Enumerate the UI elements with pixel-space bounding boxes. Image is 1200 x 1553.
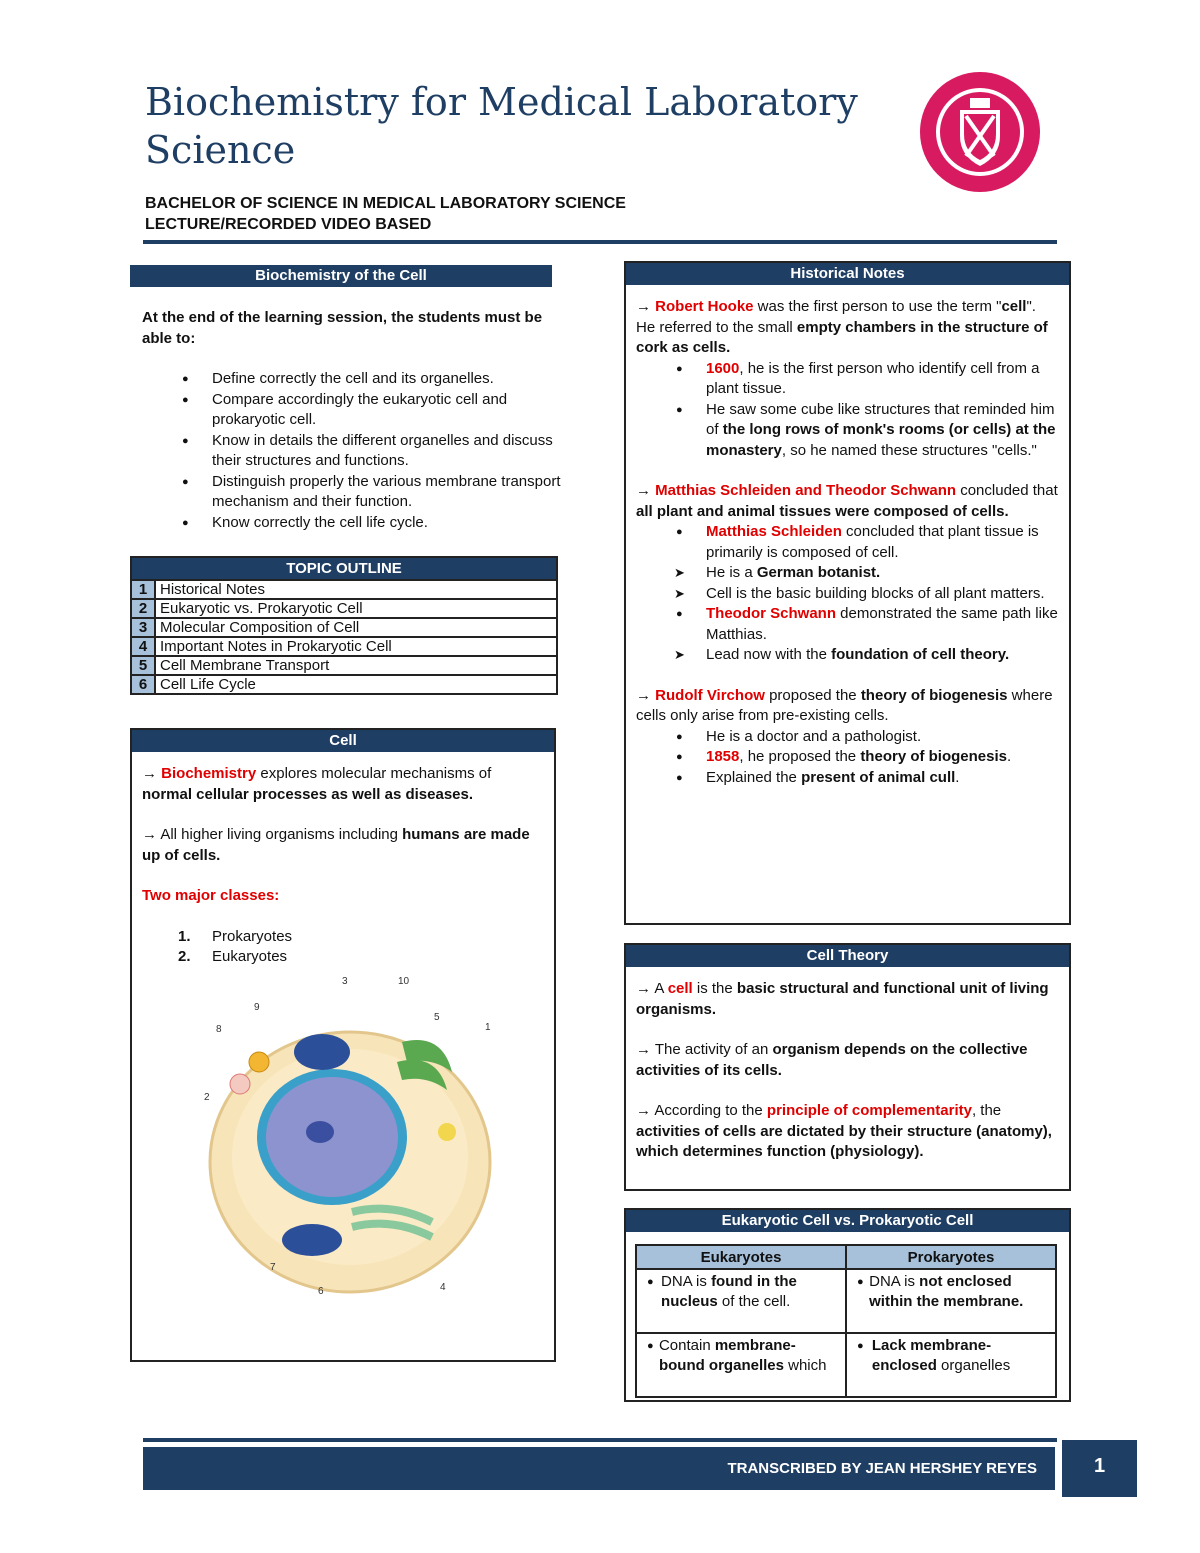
university-seal-logo xyxy=(918,70,1043,195)
topic-number: 3 xyxy=(131,618,155,637)
theory-paragraph-2 xyxy=(636,1040,1059,1081)
hooke-bullets xyxy=(636,359,1059,462)
emphasis: organism depends on the collective activities of its cells. xyxy=(636,1041,1028,1079)
text: Cell is the basic building blocks of all plant matters. xyxy=(706,584,1045,602)
historical-notes-box xyxy=(624,261,1071,925)
text: is the xyxy=(692,980,737,997)
figure-callout-label: 1 xyxy=(485,1021,491,1033)
name: Matthias Schleiden xyxy=(706,523,842,540)
text: ". He referred to the small xyxy=(636,298,1036,336)
figure-callout-label: 3 xyxy=(342,975,348,987)
topic-outline-table xyxy=(130,556,558,695)
arrow-glyph: → xyxy=(142,765,157,782)
list-item xyxy=(636,359,1059,400)
emphasis: activities of cells are dictated by their structure (anatomy), which determines function (physiology). xyxy=(636,1122,1052,1160)
objective-item: ● Distinguish properly the various membrane transport mechanism and their function. xyxy=(142,472,562,513)
text: DNA is xyxy=(661,1273,712,1290)
list-item xyxy=(636,563,1059,584)
schleiden-bullets xyxy=(636,522,1059,563)
topic-label: Molecular Composition of Cell xyxy=(155,618,557,637)
animal-cell-diagram xyxy=(202,972,502,1302)
emphasis: cell xyxy=(1001,298,1027,315)
list-item: ● He is a doctor and a pathologist. xyxy=(636,727,1059,748)
schwann-sub-bullets xyxy=(636,645,1059,666)
virchow-bullets xyxy=(636,727,1059,789)
mode-line: LECTURE/RECORDED VIDEO BASED xyxy=(145,216,432,233)
table-row xyxy=(131,580,557,599)
page-number: 1 xyxy=(1062,1440,1137,1497)
name-rudolf-virchow: Rudolf Virchow xyxy=(655,686,765,704)
table-row xyxy=(636,1269,1056,1333)
text: DNA is xyxy=(869,1273,920,1290)
objectives-heading: Biochemistry of the Cell xyxy=(130,265,552,287)
text: He saw some cube like structures that reminded him of xyxy=(706,400,1055,438)
emphasis: theory of biogenesis xyxy=(860,686,1008,704)
cell-box xyxy=(130,728,556,1362)
emphasis: German botanist. xyxy=(756,564,881,581)
bullet-icon: ● xyxy=(647,1276,654,1288)
term-complementarity: principle of complementarity xyxy=(766,1102,972,1119)
figure-callout-label: 8 xyxy=(216,1023,222,1035)
topic-number: 2 xyxy=(131,599,155,618)
program-line: BACHELOR OF SCIENCE IN MEDICAL LABORATORY SCIENCE xyxy=(145,195,626,212)
schwann-bullets xyxy=(636,604,1059,645)
column-header-prokaryotes: Prokaryotes xyxy=(846,1245,1056,1269)
text: → A xyxy=(636,980,668,997)
text: where cells only arise from pre-existing cells. xyxy=(636,686,1053,724)
cell-theory-box xyxy=(624,943,1071,1191)
text: of the cell. xyxy=(717,1293,791,1310)
text: . xyxy=(955,768,960,786)
document-subtitle xyxy=(145,193,626,235)
cell-theory-heading: Cell Theory xyxy=(626,945,1069,967)
figure-callout-label: 5 xyxy=(434,1011,440,1023)
classes-list xyxy=(142,927,544,968)
text: → The activity of an xyxy=(636,1041,773,1058)
objectives-intro: At the end of the learning session, the students must be able to: xyxy=(142,309,543,347)
class-item xyxy=(142,947,544,968)
bullet-icon: ● xyxy=(857,1340,864,1352)
figure-callout-label: 7 xyxy=(270,1261,276,1273)
topic-label: Eukaryotic vs. Prokaryotic Cell xyxy=(155,599,557,618)
list-item xyxy=(636,645,1059,666)
emphasis: not enclosed within the membrane. xyxy=(869,1273,1024,1310)
table-cell xyxy=(846,1269,1056,1333)
text: He is a xyxy=(706,564,757,581)
topic-number: 1 xyxy=(131,580,155,599)
term-biochemistry: Biochemistry xyxy=(161,765,257,782)
objective-item: ● Define correctly the cell and its organelles. xyxy=(142,369,562,390)
footer-rule xyxy=(143,1438,1057,1442)
column-header-eukaryotes: Eukaryotes xyxy=(636,1245,846,1269)
virchow-paragraph: → Rudolf Virchow proposed the theory of biogenesis where cells only arise from pre-existing cells. xyxy=(636,686,1053,724)
text: , he is the first person who identify cell from a plant tissue. xyxy=(706,359,1040,397)
cell-paragraph-2 xyxy=(142,825,544,866)
class-label: Prokaryotes xyxy=(212,927,293,945)
text: organelles xyxy=(936,1357,1011,1374)
table-row xyxy=(131,675,557,694)
topic-number: 4 xyxy=(131,637,155,656)
year: 1600 xyxy=(706,359,740,377)
emphasis: normal cellular processes as well as diseases. xyxy=(142,785,474,803)
objective-item: ● Know correctly the cell life cycle. xyxy=(142,513,562,534)
emphasis: basic structural and functional unit of living organisms. xyxy=(636,980,1049,1018)
comparison-table xyxy=(635,1244,1057,1398)
bullet-icon: ● xyxy=(857,1276,864,1288)
table-row xyxy=(131,656,557,675)
class-number: 2. xyxy=(178,948,191,965)
historical-notes-heading: Historical Notes xyxy=(626,263,1069,285)
objectives-section xyxy=(142,308,562,533)
objective-item: ● Compare accordingly the eukaryotic cell and prokaryotic cell. xyxy=(142,390,562,431)
bullet-icon: ● xyxy=(647,1340,654,1352)
comparison-box xyxy=(624,1208,1071,1402)
hooke-paragraph: → Robert Hooke was the first person to use the term "cell". He referred to the small empty chambers in the structure of cork as cells. xyxy=(636,298,1048,356)
cell-body xyxy=(132,752,554,1310)
topic-number: 6 xyxy=(131,675,155,694)
class-label: Eukaryotes xyxy=(212,948,288,965)
emphasis: Lack membrane-enclosed xyxy=(871,1337,992,1374)
table-row xyxy=(131,618,557,637)
schleiden-sub-bullets xyxy=(636,563,1059,604)
class-number: 1. xyxy=(178,927,191,945)
text: concluded that plant tissue is primarily is composed of cell. xyxy=(706,523,1039,561)
table-cell xyxy=(846,1333,1056,1397)
class-item xyxy=(142,927,544,948)
table-cell xyxy=(636,1333,846,1397)
emphasis: all plant and animal tissues were composed of cells. xyxy=(636,502,1009,520)
topic-label: Cell Membrane Transport xyxy=(155,656,557,675)
figure-callout-label: 6 xyxy=(318,1285,324,1297)
topic-outline-heading: TOPIC OUTLINE xyxy=(131,557,557,580)
table-row xyxy=(131,637,557,656)
comparison-heading: Eukaryotic Cell vs. Prokaryotic Cell xyxy=(626,1210,1069,1232)
names: Matthias Schleiden and Theodor Schwann xyxy=(655,482,957,499)
theory-paragraph-3 xyxy=(636,1101,1059,1163)
emphasis: found in the nucleus xyxy=(661,1273,797,1310)
footer-credit: TRANSCRIBED BY JEAN HERSHEY REYES xyxy=(143,1447,1055,1490)
text: → According to the xyxy=(636,1102,767,1119)
text: Lead now with the xyxy=(706,646,832,663)
emphasis: empty chambers in the structure of cork as cells. xyxy=(636,318,1048,356)
figure-callout-label: 2 xyxy=(204,1091,210,1103)
theory-paragraph-1 xyxy=(636,979,1059,1020)
text: proposed the xyxy=(764,686,861,704)
topic-number: 5 xyxy=(131,656,155,675)
list-item xyxy=(636,584,1059,605)
name: Theodor Schwann xyxy=(706,605,837,622)
historical-notes-body xyxy=(626,285,1069,796)
figure-callout-label: 4 xyxy=(440,1281,446,1293)
text: Explained the xyxy=(706,768,802,786)
text: was the first person to use the term " xyxy=(753,298,1002,315)
list-item xyxy=(636,768,1059,789)
term-cell: cell xyxy=(667,980,693,997)
list-item xyxy=(636,604,1059,645)
objectives-list xyxy=(142,369,562,533)
classes-heading: Two major classes: xyxy=(142,887,280,904)
topic-label: Important Notes in Prokaryotic Cell xyxy=(155,637,557,656)
figure-callout-label: 10 xyxy=(398,975,410,987)
list-item xyxy=(636,400,1059,462)
cell-theory-body xyxy=(626,967,1069,1171)
text: Contain xyxy=(658,1337,715,1354)
text: which xyxy=(783,1357,827,1374)
emphasis: membrane-bound organelles xyxy=(658,1337,796,1374)
emphasis: theory of biogenesis xyxy=(860,748,1008,765)
table-row xyxy=(131,599,557,618)
table-cell xyxy=(636,1269,846,1333)
text: explores molecular mechanisms of xyxy=(256,765,492,782)
emphasis: present of animal cull xyxy=(801,768,956,786)
list-item xyxy=(636,747,1059,768)
text: , the xyxy=(971,1102,1002,1119)
document-title: Biochemistry for Medical Laboratory Science xyxy=(145,80,858,172)
cell-heading: Cell xyxy=(132,730,554,752)
list-item xyxy=(636,522,1059,563)
text: . xyxy=(1007,748,1012,765)
objective-item: ● Know in details the different organelles and discuss their structures and functions. xyxy=(142,431,562,472)
emphasis: the long rows of monk's rooms (or cells) at the monastery xyxy=(706,421,1056,459)
table-row xyxy=(636,1333,1056,1397)
cell-paragraph-1 xyxy=(142,764,544,805)
text: concluded that xyxy=(956,482,1058,499)
text: , he proposed the xyxy=(739,748,861,765)
text: → All higher living organisms including xyxy=(142,826,403,843)
header-rule xyxy=(143,240,1057,244)
figure-callout-label: 9 xyxy=(254,1001,260,1013)
topic-label: Historical Notes xyxy=(155,580,557,599)
year: 1858 xyxy=(706,748,740,765)
text: , so he named these structures "cells." xyxy=(781,441,1037,459)
emphasis: humans are made up of cells. xyxy=(142,826,530,864)
schleiden-schwann-paragraph: → Matthias Schleiden and Theodor Schwann concluded that all plant and animal tissues were composed of cells. xyxy=(636,482,1058,520)
name-robert-hooke: Robert Hooke xyxy=(655,298,754,315)
topic-label: Cell Life Cycle xyxy=(155,675,557,694)
emphasis: foundation of cell theory. xyxy=(831,646,1010,663)
text: demonstrated the same path like Matthias. xyxy=(706,605,1058,643)
